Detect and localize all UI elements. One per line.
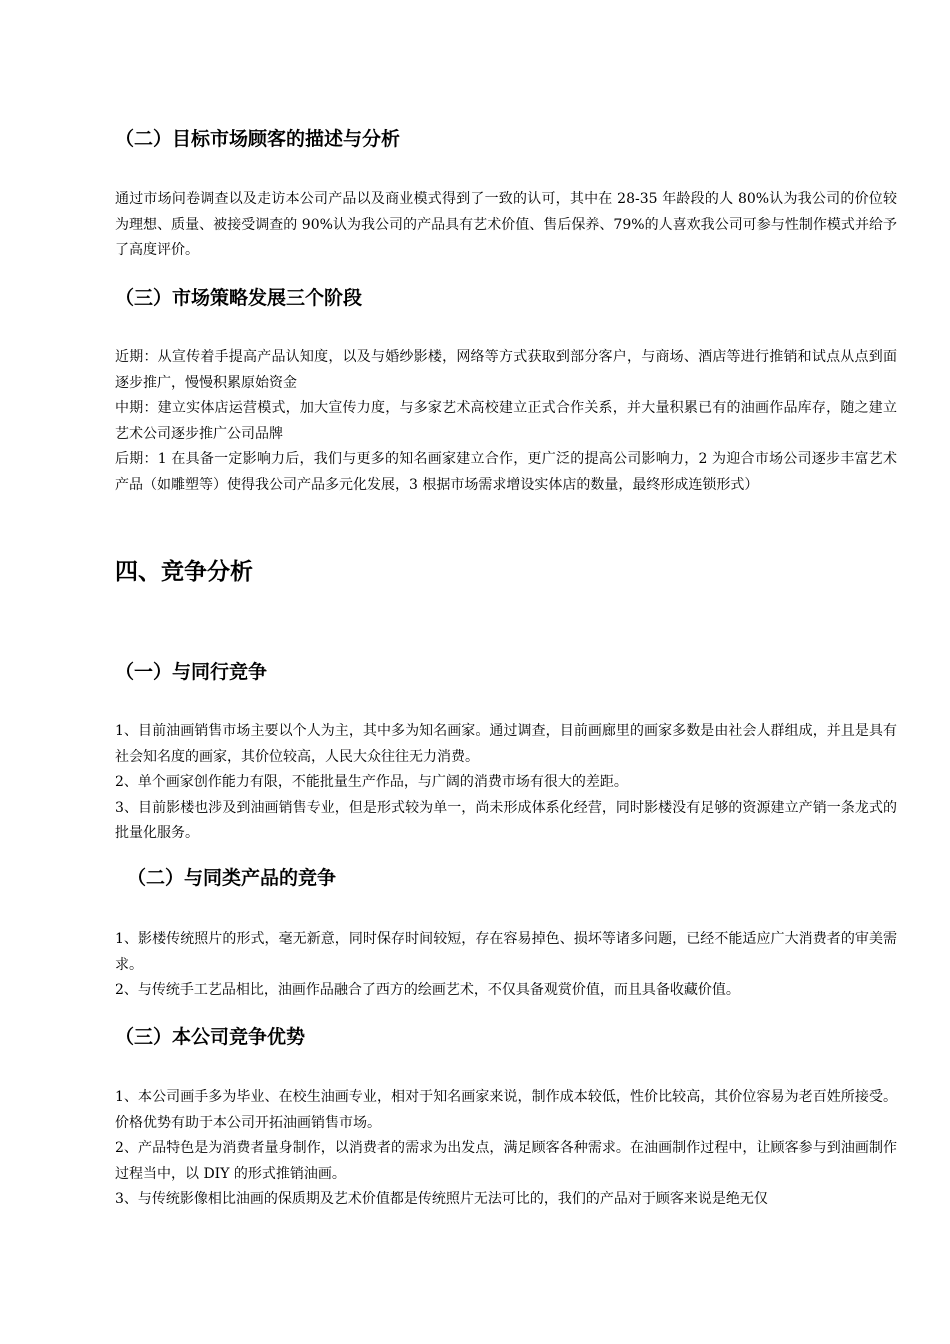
section-heading-company-advantages: （三）本公司竞争优势 (115, 1026, 306, 1048)
paragraph: 3、与传统影像相比油画的保质期及艺术价值都是传统照片无法可比的，我们的产品对于顾客来说是绝无仅 (115, 1191, 768, 1207)
section-body-peer-competition (115, 719, 897, 847)
paragraph: 近期：从宣传着手提高产品认知度，以及与婚纱影楼，网络等方式获取到部分客户，与商场、酒店等进行推销和试点从点到面逐步推广，慢慢积累原始资金 (115, 349, 897, 391)
paragraph: 2、与传统手工艺品相比，油画作品融合了西方的绘画艺术，不仅具备观赏价值，而且具备收藏价值。 (115, 982, 740, 998)
paragraph: 1、目前油画销售市场主要以个人为主，其中多为知名画家。通过调查，目前画廊里的画家多数是由社会人群组成，并且是具有社会知名度的画家，其价位较高，人民大众往往无力消费。 (115, 723, 897, 765)
paragraph: 中期：建立实体店运营模式，加大宣传力度，与多家艺术高校建立正式合作关系，并大量积累已有的油画作品库存，随之建立艺术公司逐步推广公司品牌 (115, 400, 897, 442)
section-heading-peer-competition: （一）与同行竞争 (115, 661, 268, 683)
paragraph: 3、目前影楼也涉及到油画销售专业，但是形式较为单一，尚未形成体系化经营，同时影楼没有足够的资源建立产销一条龙式的批量化服务。 (115, 799, 897, 841)
section-body-target-customers (115, 187, 897, 264)
section-heading-similar-products: （二）与同类产品的竞争 (127, 867, 337, 889)
paragraph: 2、产品特色是为消费者量身制作，以消费者的需求为出发点，满足顾客各种需求。在油画制作过程中，让顾客参与到油画制作过程当中，以 DIY 的形式推销油画。 (115, 1140, 897, 1182)
section-body-similar-products (115, 927, 897, 1004)
paragraph: 2、单个画家创作能力有限，不能批量生产作品，与广阔的消费市场有很大的差距。 (115, 774, 628, 790)
paragraph: 1、影楼传统照片的形式，毫无新意，同时保存时间较短，存在容易掉色、损坏等诸多问题，已经不能适应广大消费者的审美需求。 (115, 931, 897, 973)
section-heading-target-customers: （二）目标市场顾客的描述与分析 (115, 128, 401, 150)
section-body-strategy-stages (115, 345, 897, 498)
chapter-heading-competition: 四、竞争分析 (115, 559, 253, 585)
section-heading-strategy-stages: （三）市场策略发展三个阶段 (115, 287, 363, 309)
paragraph: 通过市场问卷调查以及走访本公司产品以及商业模式得到了一致的认可，其中在 28-35 年龄段的人 80%认为我公司的价位较为理想、质量、被接受调查的 90%认为我公司的产品具有艺术价值、售后保养、79%的人喜欢我公司可参与性制作模式并给予了高度评价。 (115, 191, 897, 258)
section-body-company-advantages (115, 1085, 897, 1213)
paragraph: 1、本公司画手多为毕业、在校生油画专业，相对于知名画家来说，制作成本较低，性价比较高，其价位容易为老百姓所接受。价格优势有助于本公司开拓油画销售市场。 (115, 1089, 897, 1131)
paragraph: 后期：1 在具备一定影响力后，我们与更多的知名画家建立合作，更广泛的提高公司影响力，2 为迎合市场公司逐步丰富艺术产品（如雕塑等）使得我公司产品多元化发展，3 根据市场需求增设实体店的数量，最终形成连锁形式） (115, 451, 897, 493)
